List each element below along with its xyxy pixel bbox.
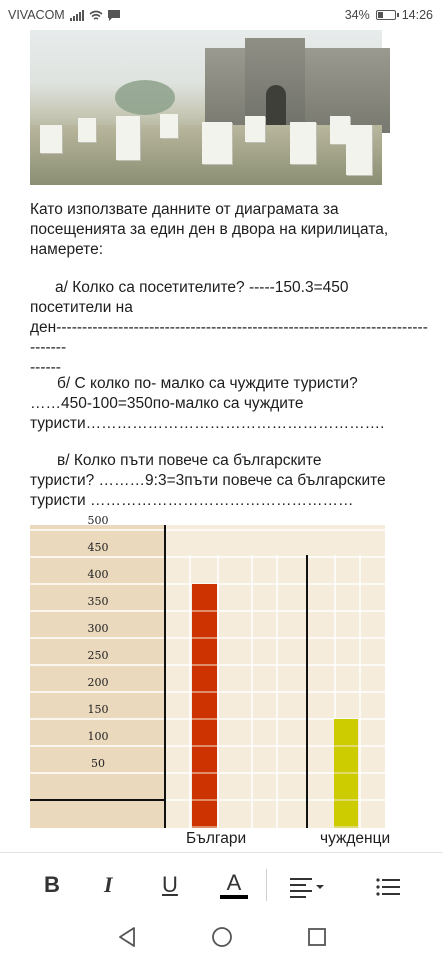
message-icon (108, 10, 120, 21)
stone (290, 122, 316, 164)
list-icon (376, 876, 400, 898)
text-color-button[interactable] (220, 871, 248, 899)
bold-button[interactable] (44, 871, 60, 899)
y-tick-label: 150 (87, 703, 109, 716)
fortress-gate (266, 85, 286, 125)
align-icon (290, 876, 326, 898)
back-icon[interactable] (115, 925, 139, 949)
y-tick-label: 250 (87, 649, 109, 662)
y-tick-label: 450 (87, 541, 109, 554)
align-button[interactable] (290, 873, 326, 901)
carrier-name: VIVACOM (8, 8, 65, 22)
underline-icon: U (162, 872, 178, 897)
italic-button[interactable] (104, 871, 113, 899)
stone (40, 125, 62, 153)
stone (346, 125, 372, 175)
recent-apps-icon[interactable] (305, 925, 329, 949)
formatting-toolbar (0, 852, 443, 914)
battery-percent: 34% (344, 8, 370, 22)
status-left (8, 8, 120, 22)
stone (160, 114, 178, 138)
category-label-bulgarians: Българи (186, 830, 247, 847)
battery-icon (376, 10, 396, 20)
y-tick-label: 300 (87, 622, 109, 635)
stone (245, 116, 265, 142)
home-icon[interactable] (210, 925, 234, 949)
italic-icon: I (104, 872, 113, 897)
bold-icon: B (44, 872, 60, 897)
stone (202, 122, 232, 164)
status-bar (0, 0, 443, 30)
text-color-icon: A (226, 869, 242, 895)
intro-text[interactable]: Като използвате данните от диаграмата за посещенията за един ден в двора на кирилицата, намерете: (30, 201, 389, 258)
y-tick-label: 50 (91, 757, 105, 770)
bar (192, 584, 217, 828)
battery-level (378, 12, 383, 18)
toolbar-divider (266, 869, 267, 901)
bar-chart (30, 514, 385, 828)
y-tick-label: 100 (87, 730, 109, 743)
tree (115, 80, 175, 115)
document-photo (30, 30, 382, 180)
bullet-list-button[interactable] (376, 873, 400, 901)
stone (78, 118, 96, 142)
stone (116, 116, 140, 160)
text-color-swatch (220, 895, 248, 899)
category-label-foreigners: чужденци (320, 830, 391, 847)
chevron-down-icon (316, 885, 324, 889)
question-c[interactable]: в/ Колко пъти повече са българските туристи? ………9:3=3пъти повече са българските туристи …………………………………………… (30, 452, 386, 509)
y-tick-label: 400 (87, 568, 109, 581)
signal-icon (70, 10, 84, 21)
y-tick-label: 350 (87, 595, 109, 608)
y-tick-label: 200 (87, 676, 109, 689)
navigation-bar (0, 914, 443, 960)
bar-chart-svg (30, 514, 385, 828)
clock: 14:26 (401, 8, 433, 22)
question-a[interactable]: а/ Колко са посетителите? -----150.3=450 посетители на ден------------------------------------------------------------------------------- ------ (30, 279, 428, 376)
question-b[interactable]: б/ С колко по- малко са чуждите туристи? ……450-100=350по-малко са чуждите туристи…………………………………………………. (30, 375, 385, 432)
status-right (345, 8, 433, 22)
y-tick-label: 500 (87, 514, 109, 527)
underline-button[interactable] (162, 871, 178, 899)
wifi-icon (89, 10, 103, 21)
